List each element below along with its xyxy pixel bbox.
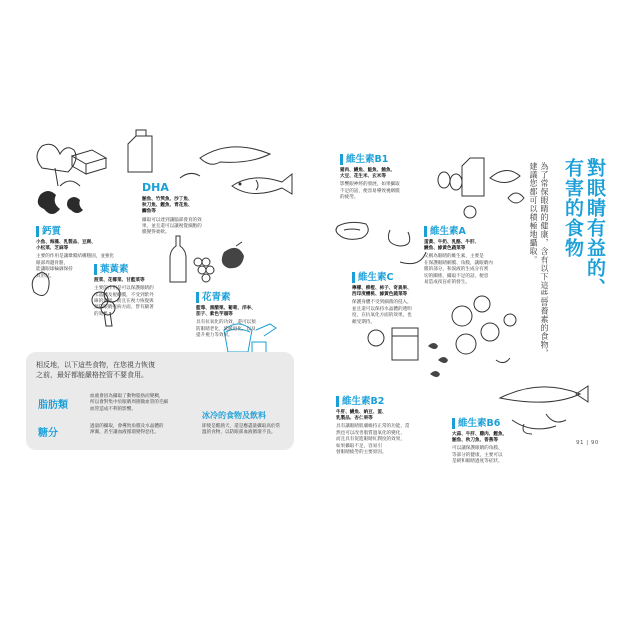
nuts-icon bbox=[428, 343, 448, 377]
vitamin-c-foods bbox=[352, 286, 440, 298]
vitamin-b6-desc-line: 可以讓保護眼睛的角膜、 bbox=[452, 446, 503, 452]
calcium-desc-line: 其形狀。 bbox=[36, 273, 55, 279]
sugar-desc-line: 渾濁，甚至讓血液循環變得惡化。 bbox=[90, 430, 159, 436]
vitamin-b2-foods-line: 牛肝、鰻魚、納豆、蛋、 bbox=[336, 410, 387, 415]
tofu-icon bbox=[72, 150, 106, 174]
vitamin-b2-section bbox=[336, 396, 436, 456]
spinach-icon bbox=[37, 144, 76, 186]
dha-desc-line: 膜變得柔軟。 bbox=[142, 230, 170, 236]
grapes-icon bbox=[194, 258, 214, 282]
dha-foods-line: 鰤魚等 bbox=[142, 209, 156, 215]
vitamin-a-desc-line: 切的關係，攝取不足的話，便容 bbox=[424, 273, 489, 279]
vitamin-b1-desc bbox=[340, 182, 430, 201]
calcium-foods bbox=[36, 240, 132, 252]
vitamin-b1-section bbox=[340, 154, 430, 202]
sugar-label: 糖分 bbox=[38, 428, 58, 439]
fruit-icon bbox=[452, 296, 516, 363]
warning-box bbox=[26, 352, 294, 450]
vitamin-c-desc-line: 並且還可以保持水晶體的透明 bbox=[352, 306, 412, 312]
sugar-desc-line: 過量的攝取，會導致角膜及水晶體的 bbox=[90, 424, 164, 429]
dha-desc-line: 果，並且還可以讓視覺細胞的 bbox=[142, 224, 202, 230]
vitamin-b6-desc-line: 等部分的健康，主要可以 bbox=[452, 452, 503, 458]
warning-intro bbox=[36, 360, 155, 380]
vitamin-b2-desc bbox=[336, 424, 436, 456]
vitamin-b6-foods bbox=[452, 432, 542, 444]
calcium-desc-line: 能讓眼球輪廓保持 bbox=[36, 267, 73, 273]
anthocyanin-desc-line: 防眼睛老化，延緩退化，以及 bbox=[196, 326, 256, 332]
vitamin-c-title: 維生素C bbox=[352, 272, 440, 283]
anthocyanin-foods-line: 藍莓、黑醋栗、葡萄、洋李、 bbox=[196, 306, 256, 311]
lutein-desc-line: 水晶體及視網膜，不受到紫外 bbox=[94, 292, 154, 298]
vitamin-a-title: 維生素A bbox=[424, 226, 520, 237]
vitamin-a-foods bbox=[424, 240, 520, 252]
calcium-desc-line: 主要的作用是讓鞏膜結構穩固，並強化 bbox=[36, 254, 115, 260]
vitamin-b6-title: 維生素B6 bbox=[452, 418, 542, 429]
vitamin-b1-foods-line: 豬肉、鰻魚、鮭魚、鮪魚、 bbox=[340, 168, 396, 173]
fat-label: 脂肪類 bbox=[38, 400, 68, 411]
seaweed-icon bbox=[38, 181, 83, 214]
vitamin-b1-foods bbox=[340, 168, 430, 180]
lutein-foods: 菠菜、花椰菜、甘藍菜等 bbox=[94, 278, 145, 283]
vitamin-b2-foods bbox=[336, 410, 436, 422]
eggplant-icon bbox=[222, 242, 244, 268]
vitamin-b2-desc-line: 發眼睛疲勞的主要原因。 bbox=[336, 450, 387, 456]
vitamin-b2-desc-line: 如果攝取不足，容易引 bbox=[336, 443, 382, 449]
fat-desc-line: 血液會因為攝取了動物脂肪而變稠， bbox=[90, 394, 164, 399]
lutein-desc-line: 線的傷害，而且在視力恢復與 bbox=[94, 299, 154, 305]
page-numbers: 91 | 90 bbox=[576, 440, 599, 446]
vitamin-b2-desc-line: 具有讓眼睛肌膚維持正常的功能，當 bbox=[336, 424, 410, 430]
page-title bbox=[562, 158, 606, 418]
vitamin-b2-title: 維生素B2 bbox=[336, 396, 436, 407]
eggs-icon bbox=[438, 158, 524, 218]
anthocyanin-desc bbox=[196, 320, 292, 339]
vitamin-b1-desc-line: 影響眼神經的發展，如果攝取 bbox=[340, 182, 400, 188]
vitamin-b6-desc-line: 是緩和眼睛過度等症狀。 bbox=[452, 459, 503, 465]
page-intro-line: 為了常保眼睛的健康，含有以下這些營養素的食物， bbox=[540, 162, 549, 358]
milk-carton-icon bbox=[128, 130, 152, 172]
vitamin-b6-foods-line: 鮪魚、秋刀魚、香蕉等 bbox=[452, 438, 498, 444]
lutein-title: 葉黃素 bbox=[94, 264, 180, 275]
eel-icon bbox=[388, 230, 426, 264]
dha-foods bbox=[142, 197, 234, 216]
lutein-section bbox=[94, 264, 180, 318]
vitamin-c-desc-line: 度，在抗氧化方面的效果，也 bbox=[352, 313, 412, 319]
cold-food-title: 冰冷的食物及飲料 bbox=[202, 411, 266, 420]
page-title-line: 有害的食物 bbox=[562, 158, 584, 258]
lutein-desc-line: 的效果。 bbox=[94, 311, 113, 317]
vitamin-b1-foods-line: 大豆、花生米、玄米等 bbox=[340, 174, 386, 180]
vitamin-c-section bbox=[352, 272, 440, 326]
vitamin-a-desc-line: 膜的部分，和淚液的生成分有密 bbox=[424, 267, 489, 273]
vitamin-c-foods-line: 檸檬、柳橙、柿子、奇異果、 bbox=[352, 286, 412, 291]
dha-section bbox=[142, 182, 234, 237]
vitamin-a-desc-line: 易造成夜盲症的發生。 bbox=[424, 280, 470, 286]
vitamin-c-desc-line: 頗受期待。 bbox=[352, 319, 375, 325]
warning-intro-line: 之前，最好都能嚴格控管不要食用。 bbox=[36, 371, 148, 379]
fat-desc-line: 所以會對集中於眼睛周圍微血管的毛細 bbox=[90, 400, 169, 406]
cold-food-desc-line: 即使是酷熱天，還是應盡量攝取高於常 bbox=[202, 424, 281, 429]
page-title-line: 對眼睛有益的、 bbox=[584, 158, 606, 298]
vitamin-b2-foods-line: 乳製品、杏仁果等 bbox=[336, 416, 373, 422]
vitamin-a-desc-line: 又稱為眼睛的維生素，主要是 bbox=[424, 254, 484, 260]
vitamin-b1-title: 維生素B1 bbox=[340, 154, 430, 165]
vitamin-c-desc bbox=[352, 300, 440, 326]
page-intro bbox=[528, 162, 550, 362]
lutein-desc-line: 預防眼睛疾病方面，皆有顯著 bbox=[94, 305, 154, 311]
vitamin-b1-desc-line: 不足的話，便容易導致視網膜 bbox=[340, 188, 400, 194]
vitamin-a-foods-line: 蛋黃、牛奶、乳酪、牛肝、 bbox=[424, 240, 480, 245]
anthocyanin-desc-line: 提升視力等效果。 bbox=[196, 333, 233, 339]
calcium-title: 鈣質 bbox=[36, 226, 132, 237]
lutein-desc-line: 主要的作用是可以保護眼睛的 bbox=[94, 286, 154, 292]
calcium-desc-line: 眼部周邊骨骼， bbox=[36, 260, 69, 266]
dha-desc-line: 攝取可以達到讓腦部發育的效 bbox=[142, 217, 202, 223]
vitamin-a-foods-line: 鰻魚、綠黃色蔬菜等 bbox=[424, 246, 466, 252]
anthocyanin-title: 花青素 bbox=[196, 292, 292, 303]
dha-foods-line: 鮪魚、竹筴魚、沙丁魚、 bbox=[142, 197, 193, 202]
anthocyanin-desc-line: 具有抗氧化的功效，還可以預 bbox=[196, 320, 256, 326]
warning-intro-line: 相反地，以下這些食物，在您視力恢復 bbox=[36, 361, 155, 369]
vitamin-b1-desc-line: 的疲勞。 bbox=[340, 195, 359, 201]
calcium-foods-line: 小魚、海藻、乳製品、豆腐、 bbox=[36, 240, 96, 245]
vitamin-b6-section bbox=[452, 418, 542, 466]
dha-foods-line: 秋刀魚、鰹魚、青花魚、 bbox=[142, 203, 193, 209]
anthocyanin-foods bbox=[196, 306, 292, 318]
calcium-foods-line: 小松菜、芝麻等 bbox=[36, 246, 69, 252]
lutein-desc bbox=[94, 286, 180, 318]
pork-icon bbox=[336, 222, 368, 239]
anthocyanin-foods-line: 茄子、紫色芋頭等 bbox=[196, 312, 233, 318]
vitamin-b6-desc bbox=[452, 446, 542, 465]
cold-food-desc bbox=[202, 424, 280, 437]
vitamin-b2-desc-line: 而且具有促進眼睛紅潤度的效果， bbox=[336, 437, 405, 443]
yogurt-icon bbox=[368, 328, 418, 360]
fat-desc bbox=[90, 394, 168, 413]
dha-title: DHA bbox=[142, 181, 169, 194]
vitamin-c-desc-line: 保護身體不受到細菌的侵入， bbox=[352, 300, 412, 306]
fat-desc-line: 血管造成不利的影響。 bbox=[90, 406, 136, 412]
anthocyanin-section bbox=[196, 292, 292, 340]
sugar-desc bbox=[90, 424, 164, 437]
vitamin-b6-foods-line: 大蒜、牛肝、雞肉、鰹魚、 bbox=[452, 432, 508, 437]
vitamin-a-desc-line: 在保護眼睛網膜、角膜，讓眼睛內 bbox=[424, 260, 493, 266]
vitamin-c-foods-line: 西印度櫻桃、綠黃色蔬菜等 bbox=[352, 292, 408, 298]
dha-desc bbox=[142, 218, 234, 237]
page-intro-line: 建議您都可以積極地攝取。 bbox=[529, 162, 538, 264]
cold-food-desc-line: 溫的食物，以防眼部血液循環不良。 bbox=[202, 430, 276, 436]
vitamin-b2-desc-line: 然也可以改善脂質過氧化的變化， bbox=[336, 430, 405, 436]
